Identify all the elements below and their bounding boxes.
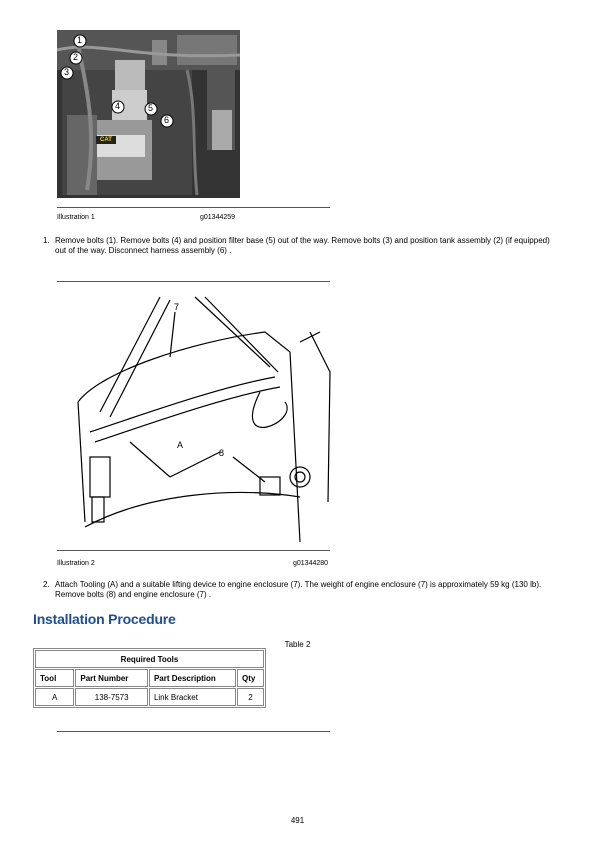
page-number: 491 [290,816,305,825]
table-header: Qty [237,669,264,687]
table-title: Required Tools [35,650,264,668]
illustration-1-code: g01344259 [200,214,236,221]
callout-a: A [177,440,184,450]
table-row [35,688,264,706]
required-tools-table [33,648,266,708]
step-number: 2. [43,580,50,589]
table-caption: Table 2 [284,640,311,649]
divider [57,731,330,732]
table-cell: 2 [237,688,264,706]
divider [57,207,330,208]
callout-4: 4 [111,100,125,114]
callout-7: 7 [174,302,180,312]
callout-3: 3 [60,66,74,80]
table-cell: Link Bracket [149,688,236,706]
step-text: Attach Tooling (A) and a suitable lifting device to engine enclosure (7). The weight of engine enclosure (7) is approximately 59 kg (130 lb). Remove bolts (8) and engine enclosure (7) . [55,580,542,599]
illustration-1-label: Illustration 1 [57,214,95,221]
table-header: Part Number [75,669,148,687]
callout-1: 1 [73,34,87,48]
step-number: 1. [43,236,50,245]
illustration-1-photo [57,30,240,198]
callout-8: 8 [219,448,225,458]
table-header: Tool [35,669,74,687]
table-cell: A [35,688,74,706]
callout-2: 2 [69,51,83,65]
divider [57,281,330,282]
step-text: Remove bolts (1). Remove bolts (4) and position filter base (5) out of the way. Remove bolts (3) and position tank assembly (2) (if equipped) out of the way. Disconnect harness assembly (6) . [55,236,550,255]
table-header: Part Description [149,669,236,687]
illustration-2-drawing [70,292,334,544]
callout-6: 6 [160,114,174,128]
callout-5: 5 [144,102,158,116]
section-heading: Installation Procedure [33,611,176,627]
illustration-2-code: g01344280 [293,560,329,567]
table-cell: 138-7573 [75,688,148,706]
illustration-2-label: Illustration 2 [57,560,95,567]
cat-logo: CAT [96,136,116,144]
divider [57,550,330,551]
